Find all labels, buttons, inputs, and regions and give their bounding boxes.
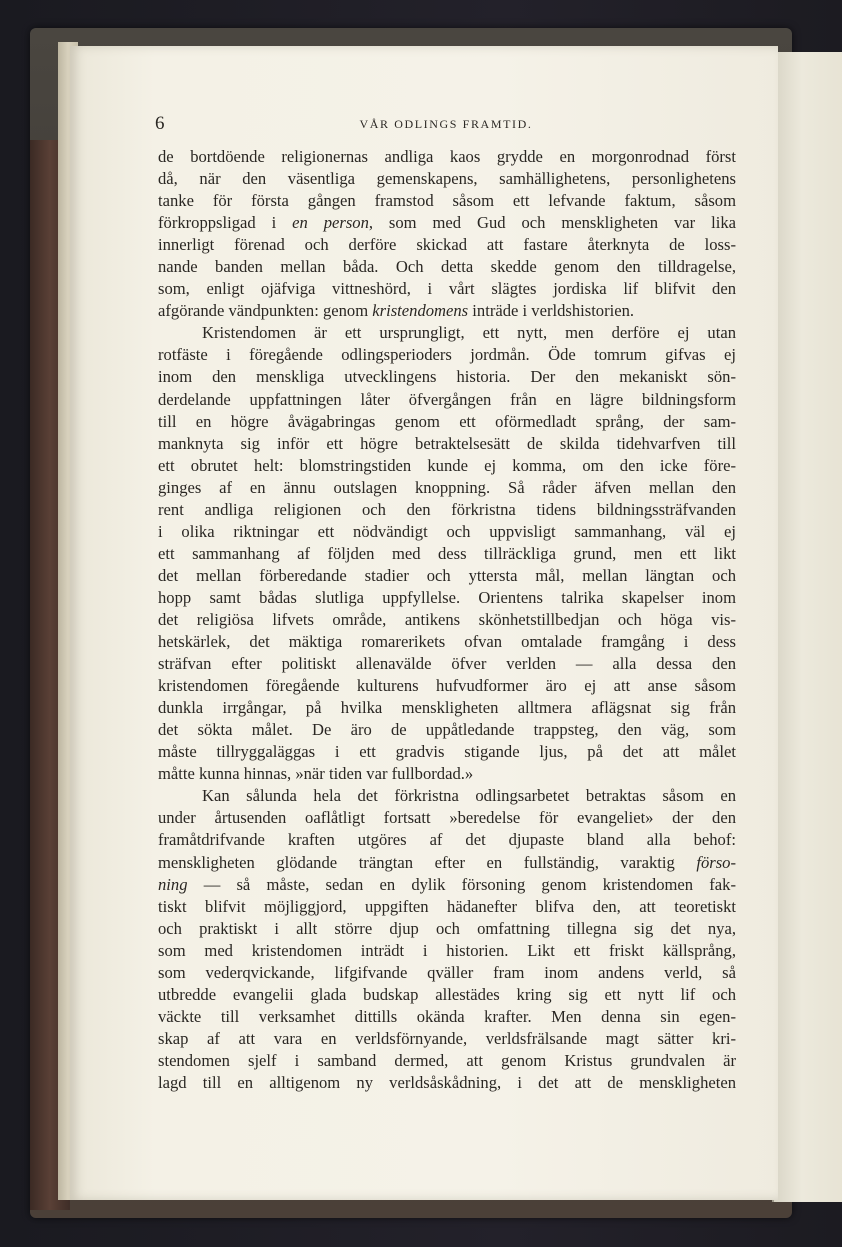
text-segment: Kan sålunda hela det förkristna odlingsarbetet betraktas såsom en	[202, 786, 736, 806]
text-segment: hopp samt bådas slutliga uppfyllelse. Orientens talrika skapelser inom	[158, 587, 736, 607]
text-segment: som, enligt ojäfviga vittneshörd, i vårt slägtes jordiska lif blifvit den	[158, 279, 736, 299]
text-segment: till en högre åvägabringas genom ett oförmedladt språng, der sam-	[158, 411, 736, 431]
text-segment: i olika riktningar ett nödvändigt och uppvisligt sammanhang, väl ej	[158, 521, 736, 541]
text-line	[158, 697, 736, 719]
text-segment: Kristendomen är ett ursprungligt, ett nytt, men derföre ej utan	[202, 323, 736, 343]
italic-text: kristendomens	[372, 301, 469, 321]
text-segment: nande banden mellan båda. Och detta skedde genom den tilldragelse,	[158, 257, 736, 277]
body-text	[158, 146, 736, 1094]
italic-text: en person	[292, 213, 369, 233]
text-line	[158, 918, 736, 940]
italic-text: ning	[158, 874, 188, 894]
text-segment: skap af att vara en verldsförnyande, verldsfrälsande magt sätter kri-	[158, 1028, 736, 1048]
italic-text: förso-	[696, 852, 736, 872]
text-segment: det religiösa lifvets område, antikens skönhetstillbedjan och höga vis-	[158, 609, 736, 629]
text-line	[158, 874, 736, 896]
text-line	[158, 455, 736, 477]
text-line	[158, 852, 736, 874]
text-segment: innerligt förenad och derföre skickad att fastare återknyta de loss-	[158, 235, 736, 255]
text-segment: menskligheten glödande trängtan efter en fullständig, varaktig	[158, 852, 697, 872]
text-segment: derdelande uppfattningen låter öfvergången från en lägre bildningsform	[158, 389, 736, 409]
facing-page-edge	[772, 52, 842, 1202]
text-segment: hetskärlek, det mäktiga romarerikets ofvan omtalade framgång i dess	[158, 632, 736, 652]
text-line	[158, 609, 736, 631]
text-line	[158, 366, 736, 388]
text-segment: som vederqvickande, lifgifvande qväller fram inom andens verld, så	[158, 962, 736, 982]
text-line	[158, 344, 736, 366]
text-segment: tanke för första gången framstod såsom ett lefvande faktum, såsom	[158, 191, 736, 211]
text-segment: dunkla irrgångar, på hvilka menskligheten alltmera aflägsnat sig från	[158, 698, 736, 718]
text-line	[158, 477, 736, 499]
text-segment: som med kristendomen inträdt i historien. Likt ett friskt källsprång,	[158, 940, 736, 960]
text-line	[158, 719, 736, 741]
text-line	[158, 631, 736, 653]
text-segment: ginges af en ännu outslagen knoppning. Så råder äfven mellan den	[158, 477, 736, 497]
text-line	[158, 278, 736, 300]
text-segment: ett sammanhang af följden med dess tillräckliga grund, men ett likt	[158, 543, 736, 563]
text-segment: det mellan förberedande stadier och yttersta mål, mellan längtan och	[158, 565, 736, 585]
text-line	[158, 433, 736, 455]
text-line	[158, 1050, 736, 1072]
running-head: VÅR ODLINGS FRAMTID.	[359, 117, 533, 131]
text-segment: det sökta målet. De äro de uppåtledande trappsteg, den väg, som	[158, 720, 736, 740]
text-line	[158, 322, 736, 344]
text-line	[158, 1028, 736, 1050]
text-segment: måtte kunna hinnas, »när tiden var fullbordad.»	[158, 764, 474, 784]
text-segment: inom den menskliga utvecklingens historia. Der den mekaniskt sön-	[158, 367, 736, 387]
text-line	[158, 543, 736, 565]
text-line	[158, 1072, 736, 1094]
text-segment: väckte till verksamhet dittills okända krafter. Men denna sin egen-	[158, 1006, 736, 1026]
text-segment: ett obrutet helt: blomstringstiden kunde ej komma, om den icke före-	[158, 455, 736, 475]
text-line	[158, 675, 736, 697]
text-line	[158, 763, 736, 785]
text-segment: , som med Gud och menskligheten var lika	[368, 213, 736, 233]
text-segment: de bortdöende religionernas andliga kaos grydde en morgonrodnad först	[158, 147, 736, 166]
text-line	[158, 234, 736, 256]
text-segment: inträde i verldshistorien.	[468, 301, 635, 321]
text-line	[158, 807, 736, 829]
text-line	[158, 940, 736, 962]
text-segment: tiskt blifvit möjliggjord, uppgiften hädanefter blifva den, att teoretiskt	[158, 896, 736, 916]
text-line	[158, 168, 736, 190]
text-line	[158, 587, 736, 609]
page-header	[155, 113, 737, 135]
text-line	[158, 785, 736, 807]
text-segment: framåtdrifvande kraften utgöres af det djupaste bland alla behof:	[158, 830, 736, 850]
text-line	[158, 300, 736, 322]
text-line	[158, 146, 736, 168]
text-segment: rotfäste i föregående odlingsperioders jordmån. Öde tomrum gifvas ej	[158, 345, 736, 365]
text-segment: — så måste, sedan en dylik försoning genom kristendomen fak-	[187, 874, 736, 894]
text-segment: måste tillryggaläggas i ett gradvis stigande ljus, på det att målet	[158, 742, 736, 762]
text-line	[158, 962, 736, 984]
text-segment: lagd till en alltigenom ny verldsåskådning, i det att de menskligheten	[158, 1072, 736, 1092]
text-line	[158, 411, 736, 433]
text-line	[158, 653, 736, 675]
text-line	[158, 212, 736, 234]
text-line	[158, 984, 736, 1006]
text-line	[158, 829, 736, 851]
text-segment: förkroppsligad i	[158, 213, 293, 233]
text-line	[158, 190, 736, 212]
text-segment: rent andliga religionen och den förkristna tidens bildningssträfvanden	[158, 499, 736, 519]
text-segment: sträfvan efter politiskt allenavälde öfver verlden — alla dessa den	[158, 654, 736, 674]
text-line	[158, 896, 736, 918]
text-segment: under årtusenden oaflåtligt fortsatt »beredelse för evangeliet» der den	[158, 808, 736, 828]
text-segment: stendomen sjelf i samband dermed, att genom Kristus grundvalen är	[158, 1050, 736, 1070]
page-number: 6	[155, 113, 165, 134]
text-line	[158, 565, 736, 587]
text-segment: och praktiskt i allt större djup och omfattning tillegna sig det nya,	[158, 918, 736, 938]
text-segment: manknyta sig inför ett högre betraktelsesätt de skilda tidehvarfven till	[158, 433, 736, 453]
text-segment: kristendomen föregående kulturens hufvudformer äro ej att anse såsom	[158, 676, 736, 696]
text-line	[158, 389, 736, 411]
text-line	[158, 741, 736, 763]
text-line	[158, 1006, 736, 1028]
text-line	[158, 256, 736, 278]
text-line	[158, 499, 736, 521]
text-segment: då, när den väsentliga gemenskapens, samhällighetens, personlighetens	[158, 169, 736, 189]
text-segment: utbredde evangelii glada budskap allestädes kring sig ett nytt lif och	[158, 984, 736, 1004]
text-line	[158, 521, 736, 543]
text-segment: afgörande vändpunkten: genom	[158, 301, 373, 321]
